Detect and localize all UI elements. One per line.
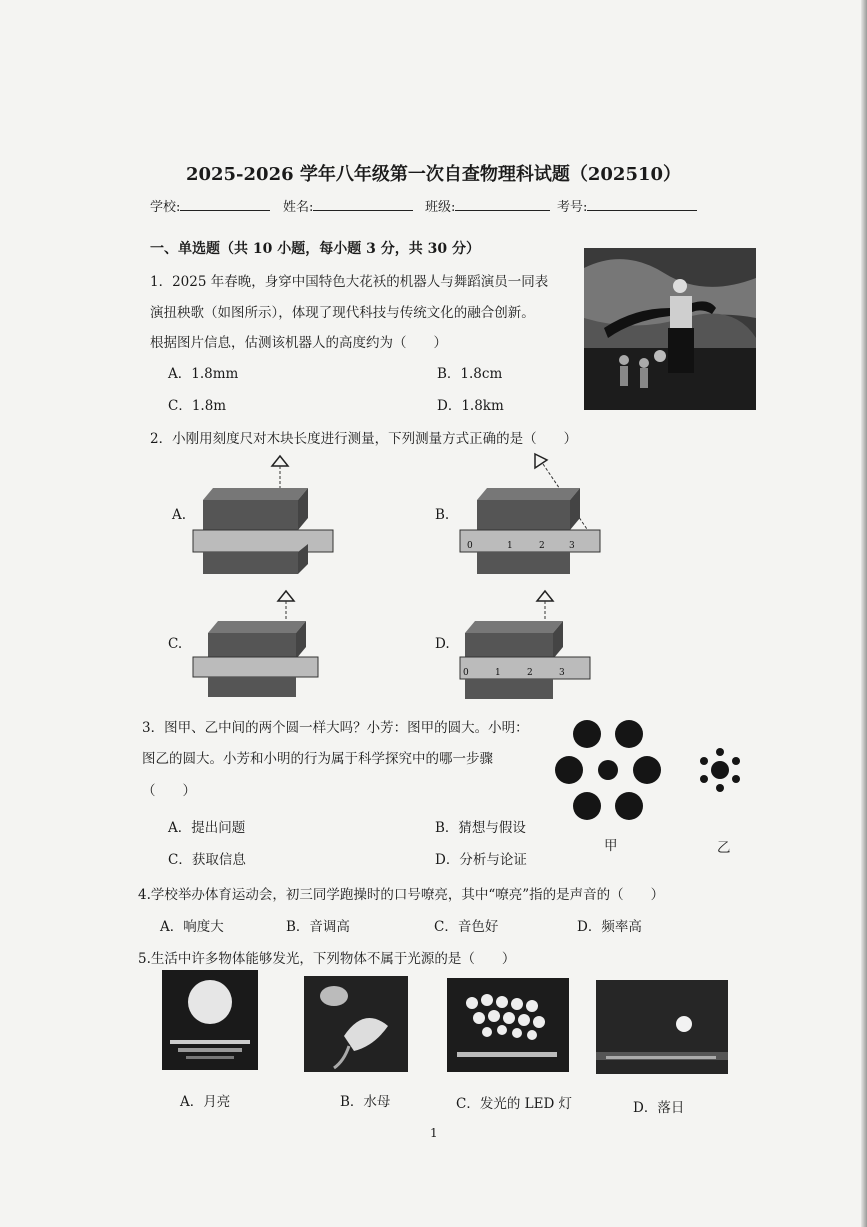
ruler-figure-b — [455, 448, 605, 578]
q1-option-b[interactable]: B．1.8cm — [437, 366, 503, 382]
info-name — [283, 196, 413, 215]
school-label: 学校: — [150, 200, 181, 215]
q4-option-a[interactable]: A．响度大 — [160, 919, 224, 935]
q4-option-b[interactable]: B．音调高 — [286, 919, 350, 935]
robot-dance-photo — [584, 248, 756, 410]
section-heading: 一、单选题（共 10 小题，每小题 3 分，共 30 分） — [150, 241, 480, 257]
q1-line1: 1．2025 年春晚，身穿中国特色大花袄的机器人与舞蹈演员一同表 — [150, 274, 549, 290]
q3-option-b[interactable]: B．猜想与假设 — [435, 820, 526, 836]
number-blank[interactable] — [587, 198, 697, 211]
exam-title: 2025-2026 学年八年级第一次自查物理科试题（202510） — [185, 164, 682, 185]
moon-photo — [162, 970, 258, 1070]
ruler-b-label-3: 3 — [569, 541, 575, 551]
q1-option-c[interactable]: C．1.8m — [168, 398, 227, 414]
q2-option-c[interactable]: C. — [168, 636, 183, 652]
ruler-b-label-2: 2 — [539, 541, 545, 551]
q3-line3: （ ） — [142, 783, 196, 799]
ebbinghaus-figure — [550, 714, 750, 830]
q2-option-b[interactable]: B. — [435, 507, 450, 523]
school-blank[interactable] — [180, 198, 270, 211]
q5-option-d[interactable]: D．落日 — [633, 1100, 685, 1116]
info-school — [150, 196, 270, 215]
q2-option-a[interactable]: A. — [172, 507, 187, 523]
q1-line2: 演扭秧歌（如图所示），体现了现代科技与传统文化的融合创新。 — [150, 305, 535, 321]
info-class — [425, 196, 550, 215]
q5-option-b[interactable]: B．水母 — [340, 1094, 391, 1110]
q3-line1: 3．图甲、乙中间的两个圆一样大吗？小芳：图甲的圆大。小明： — [142, 720, 529, 736]
page-number: 1 — [430, 1126, 438, 1140]
ruler-d-label-2: 2 — [527, 668, 533, 678]
q5-stem: 5.生活中许多物体能够发光，下列物体不属于光源的是（ ） — [138, 951, 516, 967]
ruler-d-label-3: 3 — [559, 668, 565, 678]
figure-jia-label: 甲 — [604, 838, 618, 854]
q1-option-a[interactable]: A．1.8mm — [168, 366, 239, 382]
ruler-b-label-0: 0 — [467, 541, 473, 551]
led-photo — [447, 978, 569, 1072]
name-label: 姓名: — [283, 200, 314, 215]
q3-option-d[interactable]: D．分析与论证 — [435, 852, 527, 868]
q4-option-d[interactable]: D．频率高 — [577, 919, 642, 935]
number-label: 考号: — [557, 200, 588, 215]
name-blank[interactable] — [313, 198, 413, 211]
ruler-figure-d — [455, 585, 605, 705]
q5-option-c[interactable]: C．发光的 LED 灯 — [456, 1096, 573, 1112]
q4-option-c[interactable]: C．音色好 — [434, 919, 499, 935]
q3-option-a[interactable]: A．提出问题 — [168, 820, 246, 836]
figure-jia-circles — [555, 720, 661, 820]
sunset-photo — [596, 980, 728, 1074]
figure-yi-label: 乙 — [717, 840, 731, 856]
q4-stem: 4.学校举办体育运动会，初三同学跑操时的口号嘹亮，其中“嘹亮”指的是声音的（ ） — [138, 887, 665, 903]
q2-stem: 2．小刚用刻度尺对木块长度进行测量，下列测量方式正确的是（ ） — [150, 431, 578, 447]
ruler-d-label-0: 0 — [463, 668, 469, 678]
figure-yi-circles — [700, 748, 740, 792]
q2-option-d[interactable]: D. — [435, 636, 450, 652]
class-label: 班级: — [425, 200, 456, 215]
q3-line2: 图乙的圆大。小芳和小明的行为属于科学探究中的哪一步骤 — [142, 751, 493, 767]
ruler-b-label-1: 1 — [507, 541, 513, 551]
q3-option-c[interactable]: C．获取信息 — [168, 852, 246, 868]
q1-option-d[interactable]: D．1.8km — [437, 398, 504, 414]
jellyfish-photo — [304, 976, 408, 1072]
ruler-figure-c — [188, 585, 338, 705]
q5-option-a[interactable]: A．月亮 — [180, 1094, 231, 1110]
ruler-d-label-1: 1 — [495, 668, 501, 678]
info-number — [557, 196, 697, 215]
ruler-figure-a — [188, 448, 338, 578]
class-blank[interactable] — [455, 198, 550, 211]
q1-line3: 根据图片信息，估测该机器人的高度约为（ ） — [150, 335, 447, 351]
